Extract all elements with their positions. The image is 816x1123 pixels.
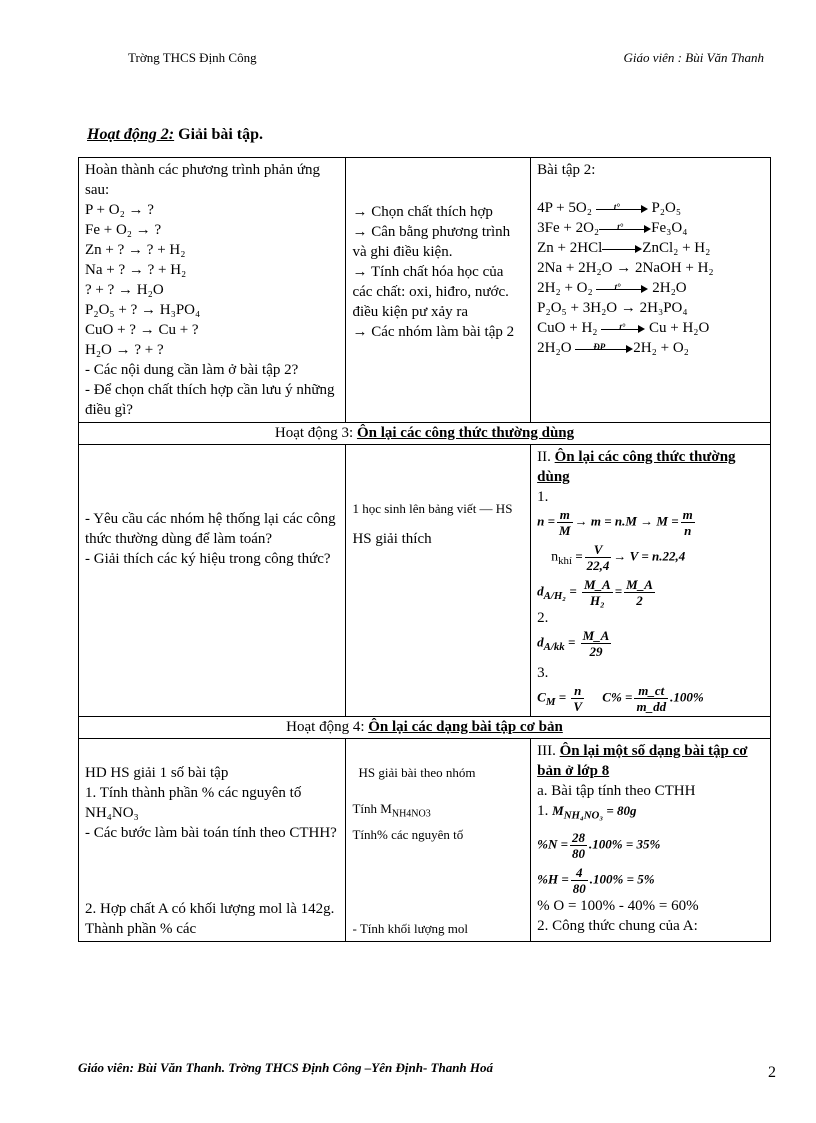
formula-mole: n = $\frac{m}{M}$ → m = n.M → M = $\frac{m}{n}$ bbox=[537, 507, 693, 538]
formula-percent-n: %N = $\frac{28}{80}$ .100% = 35% bbox=[537, 829, 661, 861]
step-line: - Tính khối lượng mol bbox=[352, 920, 468, 936]
exercise-title: Bài tập 2: bbox=[537, 162, 596, 178]
step-line: → Các nhóm làm bài tập 2 bbox=[352, 324, 515, 340]
section-label: Hoạt động 3: bbox=[274, 425, 354, 441]
section-subtitle: III. Ôn lại một số dạng bài tập cơ bản ở lớp 8 bbox=[537, 743, 748, 779]
answer-line: 3Fe + 2O₂ t° Fe₃O₄ bbox=[537, 220, 688, 236]
sub-title: a. Bài tập tính theo CTHH bbox=[537, 783, 696, 799]
lesson-table bbox=[78, 157, 771, 942]
step-line: HS giải thích bbox=[352, 531, 432, 547]
question-line: - Giải thích các ký hiệu trong công thức? bbox=[85, 551, 331, 567]
task-line: HD HS giải 1 số bài tập bbox=[85, 765, 229, 781]
content-cell bbox=[531, 739, 771, 942]
table-row bbox=[79, 445, 771, 717]
section-label: Hoạt động 4: bbox=[286, 719, 365, 735]
task-line: 1. Tính thành phần % các nguyên tố NH₄NO₃ bbox=[85, 785, 302, 821]
equation-line: ? + ? → H₂O bbox=[85, 282, 164, 298]
section-title-cell bbox=[79, 717, 771, 739]
table-row bbox=[79, 158, 771, 423]
activity-label: Hoạt động 2: bbox=[87, 126, 175, 143]
section-subtitle: II. Ôn lại các công thức thường dùng bbox=[537, 449, 736, 485]
formula-concentration: $C_M$ = $\frac{n}{V}$ C% = $\frac{m\_ct}{m\_dd}$ .100% bbox=[537, 683, 704, 714]
answer-line: 2H₂ + O₂ t° 2H₂O bbox=[537, 280, 687, 296]
equation-line: Fe + O₂ → ? bbox=[85, 222, 162, 238]
section-heading bbox=[87, 126, 263, 144]
section-title: Ôn lại các công thức thường dùng bbox=[356, 425, 575, 441]
header-school: Trờng THCS Định Công bbox=[128, 50, 257, 65]
section-row bbox=[79, 423, 771, 445]
exercise-intro: Hoàn thành các phương trình phản ứng sau: bbox=[85, 162, 320, 198]
table-row bbox=[79, 739, 771, 942]
formula-line: 2. Công thức chung của A: bbox=[537, 917, 698, 934]
formula-molar-mass: 1. $M_{NH_4NO_3} = 80g$ bbox=[537, 803, 637, 822]
section-row bbox=[79, 717, 771, 739]
arrow-icon: t° bbox=[599, 223, 651, 235]
arrow-icon: ĐP bbox=[575, 343, 633, 355]
activity-title: Giải bài tập. bbox=[178, 126, 264, 143]
answer-line: CuO + H₂ t° Cu + H₂O bbox=[537, 320, 710, 336]
content-cell bbox=[531, 445, 771, 717]
answer-line: Zn + 2HCl ZnCl₂ + H₂ bbox=[537, 240, 711, 256]
header-teacher: Giáo viên : Bùi Văn Thanh bbox=[623, 50, 764, 65]
equation-line: P + O₂ → ? bbox=[85, 202, 154, 218]
step-line: 1 học sinh lên bảng viết — HS bbox=[352, 501, 513, 516]
student-activity-cell bbox=[346, 158, 531, 423]
formula-density-air: $d_{A/kk}$ = $\frac{M\_A}{29}$ bbox=[537, 628, 610, 659]
teacher-activity-cell bbox=[79, 739, 346, 942]
page-number: 2 bbox=[768, 1064, 776, 1081]
student-activity-cell bbox=[346, 445, 531, 717]
teacher-activity-cell bbox=[79, 445, 346, 717]
answer-line: 4P + 5O₂ t° P₂O₅ bbox=[537, 200, 682, 216]
question-line: - Các nội dung cần làm ở bài tập 2? bbox=[85, 362, 299, 378]
arrow-icon bbox=[602, 243, 642, 255]
step-line: Tính $M_{NH4NO3}$ bbox=[352, 801, 431, 820]
step-line: → Cân bằng phương trình và ghi điều kiện. bbox=[352, 224, 511, 260]
equation-line: P₂O₅ + ? → H₃PO₄ bbox=[85, 302, 201, 318]
task-line: 2. Hợp chất A có khối lượng mol là 142g. Thành phần % các bbox=[85, 901, 335, 937]
teacher-activity-cell bbox=[79, 158, 346, 423]
question-line: - Để chọn chất thích hợp cần lưu ý những điều gì? bbox=[85, 382, 335, 418]
section-title-cell bbox=[79, 423, 771, 445]
answer-line: 2Na + 2H₂O → 2NaOH + H₂ bbox=[537, 260, 714, 276]
question-line: - Yêu cầu các nhóm hệ thống lại các công thức thường dùng để làm toán? bbox=[85, 511, 336, 547]
answer-line: P₂O₅ + 3H₂O → 2H₃PO₄ bbox=[537, 300, 688, 316]
equation-line: CuO + ? → Cu + ? bbox=[85, 322, 199, 338]
item-number: 1. bbox=[537, 489, 549, 505]
formula-percent-o: % O = 100% - 40% = 60% bbox=[537, 897, 699, 914]
arrow-icon: t° bbox=[596, 283, 648, 295]
arrow-icon: t° bbox=[596, 203, 648, 215]
formula-gas: $n_{khí}$ = $\frac{V}{22,4}$ → V = n.22,4 bbox=[551, 542, 686, 573]
step-line: HS giải bài theo nhóm bbox=[358, 765, 476, 780]
step-line: → Chọn chất thích hợp bbox=[352, 204, 493, 220]
equation-line: Zn + ? → ? + H₂ bbox=[85, 242, 186, 258]
item-number: 2. bbox=[537, 610, 549, 626]
footer-text: Giáo viên: Bùi Văn Thanh. Trờng THCS Định Công –Yên Định- Thanh Hoá bbox=[78, 1060, 494, 1075]
step-line: → Tính chất hóa học của các chất: oxi, hiđro, nước. điều kiện pư xảy ra bbox=[352, 264, 509, 320]
answer-line: 2H₂O ĐP 2H₂ + O₂ bbox=[537, 340, 689, 356]
student-activity-cell bbox=[346, 739, 531, 942]
equation-line: H₂O → ? + ? bbox=[85, 342, 164, 358]
formula-percent-h: %H = $\frac{4}{80}$ .100% = 5% bbox=[537, 864, 655, 896]
section-title: Ôn lại các dạng bài tập cơ bản bbox=[368, 719, 563, 735]
formula-density-h2: $d_{A/H_2}$ = $\frac{M\_A}{\text{H₂}}$ = $\frac{M\_A}{2}$ bbox=[537, 577, 653, 608]
equation-line: Na + ? → ? + H₂ bbox=[85, 262, 187, 278]
task-line: - Các bước làm bài toán tính theo CTHH? bbox=[85, 825, 337, 841]
content-cell bbox=[531, 158, 771, 423]
arrow-icon: t° bbox=[601, 323, 645, 335]
item-number: 3. bbox=[537, 665, 549, 681]
step-line: Tính% các nguyên tố bbox=[352, 826, 464, 842]
